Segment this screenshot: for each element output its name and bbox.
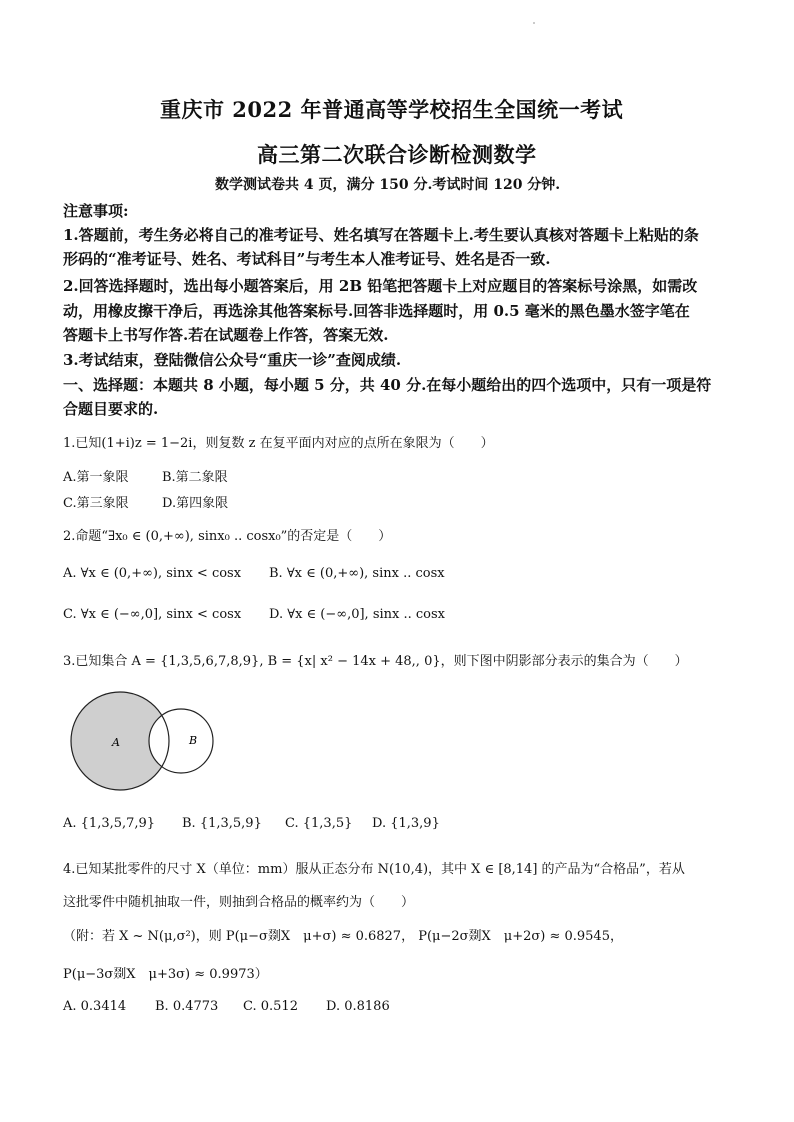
q3-option-c: C. {1,3,5} xyxy=(285,816,353,831)
exam-subtitle: 高三第二次联合诊断检测数学 xyxy=(257,142,537,167)
question-4-note-line-1: （附：若 X ~ N(μ,σ²)，则 P(μ−σ剟X μ+σ) ≈ 0.6827， P(μ−2σ剟X μ+2σ) ≈ 0.9545， xyxy=(63,929,623,944)
q2-option-c: C. ∀x ∈ (−∞,0], sinx < cosx xyxy=(63,607,242,622)
question-4-stem-line-1: 4.已知某批零件的尺寸 X（单位：mm）服从正态分布 N(10,4)，其中 X ∈ [8,14] 的产品为“合格品”，若从 xyxy=(63,862,685,877)
q3-option-a: A. {1,3,5,7,9} xyxy=(63,816,156,831)
question-2-stem: 2.命题“∃x₀ ∈ (0,+∞), sinx₀ .. cosx₀”的否定是（ ） xyxy=(63,529,392,544)
note-1-line-2: 形码的“准考证号、姓名、考试科目”与考生本人准考证号、姓名是否一致. xyxy=(63,250,551,268)
q2-option-b: B. ∀x ∈ (0,+∞), sinx .. cosx xyxy=(269,566,445,581)
scan-dot xyxy=(533,22,535,24)
q4-option-d: D. 0.8186 xyxy=(326,999,390,1014)
venn-diagram xyxy=(68,686,228,796)
question-4-note-line-2: P(μ−3σ剟X μ+3σ) ≈ 0.9973） xyxy=(63,967,268,982)
question-3-stem: 3.已知集合 A = {1,3,5,6,7,8,9}, B = {x| x² − 14x + 48,, 0}，则下图中阴影部分表示的集合为（ ） xyxy=(63,654,688,669)
question-4-stem-line-2: 这批零件中随机抽取一件，则抽到合格品的概率约为（ ） xyxy=(63,895,415,910)
q2-option-a: A. ∀x ∈ (0,+∞), sinx < cosx xyxy=(63,566,242,581)
q2-option-d: D. ∀x ∈ (−∞,0], sinx .. cosx xyxy=(269,607,445,622)
q4-option-b: B. 0.4773 xyxy=(155,999,219,1014)
set-b-label: B xyxy=(189,734,198,747)
section-1-line-1: 一、选择题：本题共 8 小题，每小题 5 分，共 40 分.在每小题给出的四个选项中，只有一项是符 xyxy=(63,376,712,394)
q1-option-c: C.第三象限 xyxy=(63,496,129,511)
q4-option-c: C. 0.512 xyxy=(243,999,298,1014)
set-a-label: A xyxy=(112,736,120,749)
notes-heading: 注意事项: xyxy=(63,202,129,220)
note-2-line-1: 2.回答选择题时，选出每小题答案后，用 2B 铅笔把答题卡上对应题目的答案标号涂黑，如需改 xyxy=(63,277,698,295)
note-3: 3.考试结束，登陆微信公众号“重庆一诊”查阅成绩. xyxy=(63,351,402,369)
note-2-line-3: 答题卡上书写作答.若在试题卷上作答，答案无效. xyxy=(63,326,389,344)
q4-option-a: A. 0.3414 xyxy=(63,999,127,1014)
exam-info: 数学测试卷共 4 页，满分 150 分.考试时间 120 分钟. xyxy=(215,177,561,193)
note-2-line-2: 动，用橡皮擦干净后，再选涂其他答案标号.回答非选择题时，用 0.5 毫米的黑色墨水签字笔在 xyxy=(63,302,690,320)
question-1-stem: 1.已知(1+i)z = 1−2i，则复数 z 在复平面内对应的点所在象限为（ ） xyxy=(63,436,494,451)
exam-title: 重庆市 2022 年普通高等学校招生全国统一考试 xyxy=(160,97,624,122)
q3-option-b: B. {1,3,5,9} xyxy=(182,816,262,831)
section-1-line-2: 合题目要求的. xyxy=(63,400,159,418)
q3-option-d: D. {1,3,9} xyxy=(372,816,440,831)
q1-option-b: B.第二象限 xyxy=(162,470,228,485)
q1-option-a: A.第一象限 xyxy=(63,470,129,485)
note-1-line-1: 1.答题前，考生务必将自己的准考证号、姓名填写在答题卡上.考生要认真核对答题卡上粘贴的条 xyxy=(63,226,699,244)
q1-option-d: D.第四象限 xyxy=(162,496,229,511)
